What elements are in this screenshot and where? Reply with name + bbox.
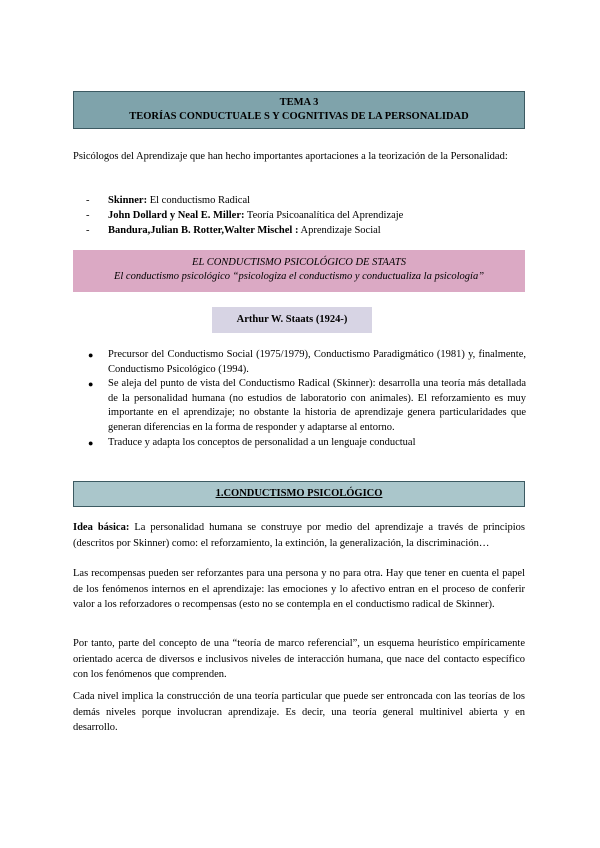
author-theory: Teoría Psicoanalítica del Aprendizaje — [244, 210, 404, 221]
bullet-icon: ● — [88, 437, 94, 448]
list-item — [86, 193, 526, 208]
author-theory: El conductismo Radical — [147, 195, 251, 206]
paragraph-marco-referencial: Por tanto, parte del concepto de una “teoría de marco referencial”, un esquema heurístico empíricamente orientado acerca de diversos e inclusivos niveles de interacción humana, que nace del contacto específico con los fenómenos que comprenden. — [73, 638, 525, 680]
section-title: 1.CONDUCTISMO PSICOLÓGICO — [215, 488, 383, 499]
bullet-text: Precursor del Conductismo Social (1975/1979), Conductismo Paradigmático (1981) y, finalmente, Conductismo Psicológico (1994). — [108, 349, 526, 375]
paragraph-multinivel: Cada nivel implica la construcción de una teoría particular que puede ser entroncada con las teorías de los demás niveles porque involucran aprendizaje. Es decir, una teoría general multinivel abierta y en desarrollo. — [73, 691, 525, 733]
section-title-box — [73, 481, 525, 507]
list-item — [88, 348, 526, 377]
idea-basica-text: La personalidad humana se construye por medio del aprendizaje a través de principios (descritos por Skinner) como: el reforzamiento, la extinción, la generalización, la discriminación… — [73, 522, 525, 549]
author-theory: Aprendizaje Social — [298, 225, 381, 236]
bullet-text: Se aleja del punto de vista del Conductismo Radical (Skinner): desarrolla una teoría más detallada de la personalidad humana (no estudios de laboratorio con animales). El reforzamiento es muy importante en el aprendizaje; no obstante la historia de aprendizaje genera particularidades que generan diferencias en la forma de responder y adaptarse al entorno. — [108, 378, 526, 433]
idea-basica-label: Idea básica: — [73, 522, 130, 533]
staats-heading: EL CONDUCTISMO PSICOLÓGICO DE STAATS — [192, 257, 406, 268]
staats-name-box: Arthur W. Staats (1924-) — [212, 307, 372, 333]
list-item — [88, 377, 526, 435]
author-name: Bandura,Julian B. Rotter,Walter Mischel : — [108, 225, 299, 236]
dash-marker: - — [86, 225, 90, 236]
list-item — [86, 223, 526, 238]
bullet-icon: ● — [88, 379, 94, 390]
author-list — [86, 193, 526, 238]
author-name: Skinner: — [108, 195, 148, 206]
topic-number: TEMA 3 — [279, 97, 319, 108]
staats-subheading: El conductismo psicológico “psicologiza el conductismo y conductualiza la psicología” — [113, 271, 485, 282]
dash-marker: - — [86, 210, 90, 221]
list-item — [86, 208, 526, 223]
idea-basica-paragraph — [73, 520, 525, 551]
staats-bullet-list — [88, 348, 526, 450]
staats-header-box — [73, 250, 525, 292]
bullet-text: Traduce y adapta los conceptos de personalidad a un lenguaje conductual — [108, 436, 416, 448]
intro-paragraph: Psicólogos del Aprendizaje que han hecho importantes aportaciones a la teorización de la Personalidad: — [73, 151, 508, 162]
author-name: John Dollard y Neal E. Miller: — [108, 210, 245, 221]
paragraph-recompensas: Las recompensas pueden ser reforzantes para una persona y no para otra. Hay que tener en cuenta el papel de los fenómenos internos en el aprendizaje: las emociones y lo afectivo entran en el proceso de conferir valor a los reforzadores o recompensas (esto no se contempla en el conductismo radical de Skinner). — [73, 568, 525, 610]
dash-marker: - — [86, 195, 90, 206]
topic-title: TEORÍAS CONDUCTUALE S Y COGNITIVAS DE LA PERSONALIDAD — [129, 111, 469, 122]
topic-title-box — [73, 91, 525, 129]
bullet-icon: ● — [88, 350, 94, 360]
list-item — [88, 436, 526, 451]
